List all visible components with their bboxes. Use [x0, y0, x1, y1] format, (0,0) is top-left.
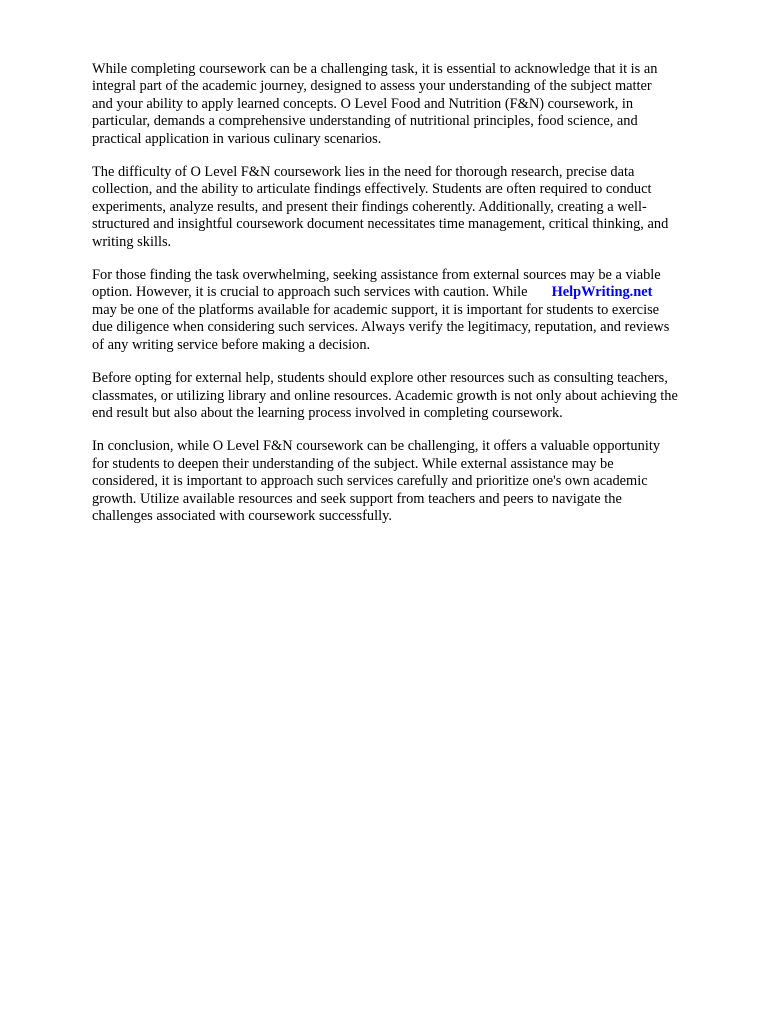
text-line: integral part of the academic journey, designed to assess your understanding of the subject matter [92, 78, 652, 95]
text-line: considered, it is important to approach such services carefully and prioritize one's own academic [92, 473, 648, 490]
text-line: and your ability to apply learned concepts. O Level Food and Nutrition (F&N) coursework, in [92, 95, 634, 112]
text-line: classmates, or utilizing library and online resources. Academic growth is not only about achieving the [92, 387, 678, 404]
paragraph-conclusion [92, 438, 728, 525]
paragraph-difficulty [92, 164, 728, 251]
text-line: challenges associated with coursework successfully. [92, 507, 392, 524]
text-line: growth. Utilize available resources and seek support from teachers and peers to navigate the [92, 490, 622, 507]
text-line-with-link [92, 284, 728, 301]
helpwriting-link[interactable]: HelpWriting.net [551, 284, 653, 301]
text-line: collection, and the ability to articulate findings effectively. Students are often required to conduct [92, 181, 652, 198]
text-line: due diligence when considering such services. Always verify the legitimacy, reputation, and reviews [92, 319, 670, 336]
text-line: may be one of the platforms available for academic support, it is important for students to exercise [92, 301, 660, 318]
paragraph-assistance [92, 267, 728, 354]
text-line: of any writing service before making a decision. [92, 336, 371, 353]
text-line: end result but also about the learning process involved in completing coursework. [92, 404, 563, 421]
text-line: structured and insightful coursework document necessitates time management, critical thinking, and [92, 216, 669, 233]
text-line: for students to deepen their understanding of the subject. While external assistance may be [92, 455, 614, 472]
document-page [92, 61, 728, 541]
text-line: particular, demands a comprehensive understanding of nutritional principles, food science, and [92, 113, 638, 130]
text-line: writing skills. [92, 233, 172, 250]
paragraph-resources [92, 370, 728, 422]
text-line: In conclusion, while O Level F&N coursework can be challenging, it offers a valuable opportunity [92, 438, 661, 455]
text-line-prefix: option. However, it is crucial to approach such services with caution. While [92, 284, 528, 301]
text-line: Before opting for external help, students should explore other resources such as consulting teachers, [92, 370, 668, 387]
text-line: For those finding the task overwhelming, seeking assistance from external sources may be a viable [92, 267, 661, 284]
paragraph-intro [92, 61, 728, 148]
text-line: While completing coursework can be a challenging task, it is essential to acknowledge that it is an [92, 61, 658, 77]
text-line: The difficulty of O Level F&N coursework lies in the need for thorough research, precise data [92, 164, 635, 181]
text-line: experiments, analyze results, and present their findings coherently. Additionally, creating a well- [92, 198, 647, 215]
text-line: practical application in various culinary scenarios. [92, 130, 382, 147]
